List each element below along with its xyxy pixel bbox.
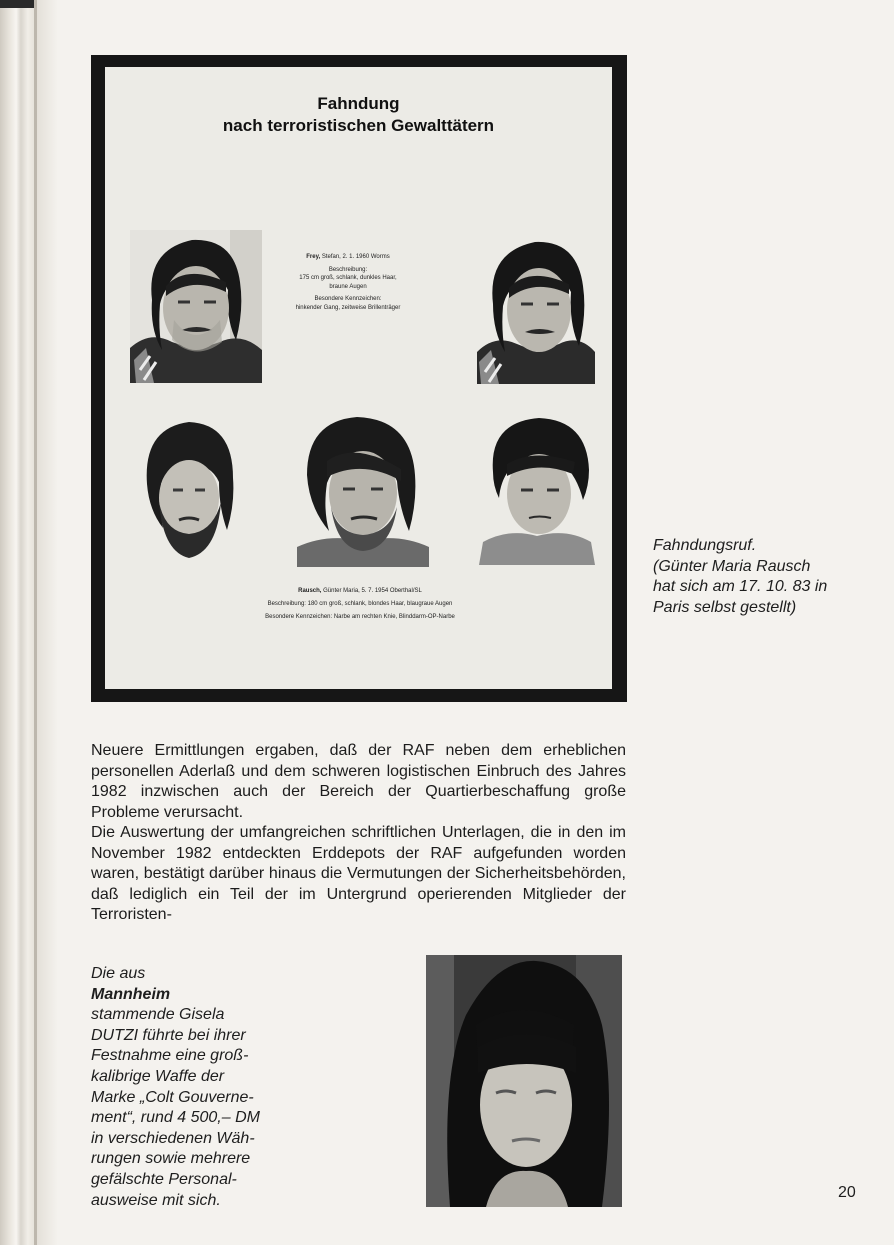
dutzi-caption-line5: kalibrige Waffe der [91, 1067, 225, 1085]
poster-caption-line1: Fahndungsruf. [653, 537, 757, 554]
poster-title-line1: Fahndung [317, 94, 400, 113]
frey-description [263, 253, 433, 316]
dutzi-caption-line6: Marke „Colt Gouverne- [91, 1088, 254, 1106]
frey-desc-line1: 175 cm groß, schlank, dunkles Haar, [299, 275, 397, 281]
poster-title-line2: nach terroristischen Gewalttätern [222, 116, 495, 135]
poster-title [105, 93, 612, 137]
frey-photo-right [477, 230, 595, 384]
wanted-poster-inner [105, 67, 612, 689]
dutzi-caption-line2: stammende Gisela [91, 1006, 225, 1024]
poster-caption [653, 536, 878, 618]
binding-line [34, 0, 37, 1245]
suspect-photo-bearded [133, 412, 245, 565]
rausch-marks: Besondere Kennzeichen: Narbe am rechten Knie, Blinddarm-OP-Narbe [265, 614, 455, 620]
frey-desc-line2: braune Augen [329, 283, 367, 290]
frey-marks-line: hinkender Gang, zeitweise Brillenträger [295, 304, 401, 311]
body-text [91, 741, 626, 926]
dutzi-caption-line7: ment“, rund 4 500,– DM [91, 1109, 260, 1127]
dutzi-caption-line3: DUTZI führte bei ihrer [91, 1026, 246, 1044]
poster-caption-line4: Paris selbst gestellt) [653, 598, 797, 616]
frey-photo-left [130, 230, 262, 383]
dutzi-caption-line4: Festnahme eine groß- [91, 1047, 249, 1065]
rausch-name: Rausch, [298, 588, 322, 594]
dutzi-caption-line1: Die aus Mannheim [91, 965, 171, 1003]
binding-mark [0, 0, 34, 8]
dutzi-caption-city: Mannheim [91, 985, 171, 1003]
dutzi-caption-line11: ausweise mit sich. [91, 1191, 221, 1209]
frey-desc-label: Beschreibung: [328, 266, 368, 273]
wanted-poster [91, 55, 627, 702]
page-number: 20 [838, 1184, 856, 1201]
body-paragraph-1: Neuere Ermittlungen ergaben, daß der RAF neben dem erheblichen personellen Aderlaß und dem schweren logistischen Einbruch des Jahres 1982 inzwischen auch der Bereich der Quartierbeschaffung große Probleme verursacht. [91, 742, 626, 821]
frey-marks-label: Besondere Kennzeichen: [314, 296, 382, 302]
dutzi-caption [91, 964, 321, 1211]
book-binding [0, 0, 58, 1245]
poster-caption-line3: hat sich am 17. 10. 83 in [653, 578, 828, 595]
suspect-photo-young [479, 412, 595, 565]
rausch-photo-center [297, 411, 429, 567]
dutzi-photo [426, 955, 622, 1207]
poster-caption-line2: (Günter Maria Rausch [653, 557, 811, 575]
rausch-desc: Beschreibung: 180 cm groß, schlank, blondes Haar, blaugraue Augen [267, 601, 453, 607]
dutzi-caption-line9: rungen sowie mehrere [91, 1150, 251, 1168]
frey-name: Frey, [306, 254, 321, 260]
dutzi-caption-line8: in verschiedenen Wäh- [91, 1129, 255, 1147]
rausch-details: Günter Maria, 5. 7. 1954 Oberthal/SL [323, 588, 422, 594]
body-paragraph-2: Die Auswertung der umfangreichen schriftlichen Unterlagen, die in den im November 1982 entdeckten Erddepots der RAF aufgefunden worden waren, bestätigt darüber hinaus die Vermutungen der Sicherheitsbehörden, daß lediglich ein Teil der im Untergrund operierenden Mitglieder der Terroristen- [91, 824, 626, 923]
rausch-description [155, 587, 565, 626]
frey-details: Stefan, 2. 1. 1960 Worms [321, 254, 390, 260]
dutzi-caption-line10: gefälschte Personal- [91, 1170, 237, 1188]
